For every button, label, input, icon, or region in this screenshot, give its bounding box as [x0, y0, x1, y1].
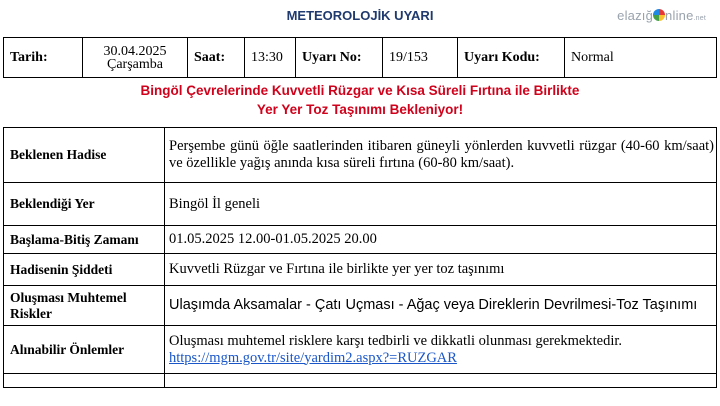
warning-code-value: Normal [565, 38, 717, 78]
expected-event-label: Beklenen Hadise [4, 128, 165, 183]
page-title: METEOROLOJİK UYARI [286, 8, 434, 23]
mgm-help-link[interactable]: https://mgm.gov.tr/site/yardim2.aspx?=RUZGAR [169, 349, 457, 366]
time-range-value: 01.05.2025 12.00-01.05.2025 20.00 [165, 226, 717, 254]
table-row [4, 226, 717, 254]
warning-details-table [3, 127, 717, 388]
precautions-label: Alınabilir Önlemler [4, 326, 165, 374]
precautions-value: Oluşması muhtemel risklere karşı tedbirli ve dikkatli olunması gerekmektedir. [169, 332, 623, 349]
warning-no-label: Uyarı No: [296, 38, 383, 78]
table-row [4, 326, 717, 374]
empty-cell [165, 374, 717, 388]
date-cell [83, 38, 188, 78]
date-value: 30.04.2025 [103, 43, 167, 59]
warning-info-table [3, 37, 717, 78]
warning-code-label: Uyarı Kodu: [458, 38, 565, 78]
date-label: Tarih: [4, 38, 83, 78]
time-range-label: Başlama-Bitiş Zamanı [4, 226, 165, 254]
alert-headline [0, 81, 720, 119]
expected-place-value: Bingöl İl geneli [165, 183, 717, 226]
severity-label: Hadisenin Şiddeti [4, 254, 165, 286]
alert-line-2: Yer Yer Toz Taşınımı Bekleniyor! [256, 102, 464, 117]
site-logo[interactable] [617, 8, 706, 23]
logo-text: elazığ [617, 8, 654, 23]
expected-place-label: Beklendiği Yer [4, 183, 165, 226]
alert-line-1: Bingöl Çevrelerinde Kuvvetli Rüzgar ve Kısa Süreli Fırtına ile Birlikte [140, 83, 580, 98]
table-row [4, 286, 717, 326]
table-row [4, 128, 717, 183]
warning-no-value: 19/153 [383, 38, 458, 78]
day-value: Çarşamba [107, 56, 163, 72]
risks-label: Oluşması Muhtemel Riskler [4, 286, 165, 326]
logo-suffix: nline [665, 8, 694, 23]
empty-cell [4, 374, 165, 388]
risks-value: Ulaşımda Aksamalar - Çatı Uçması - Ağaç veya Direklerin Devrilmesi-Toz Taşınımı [165, 286, 717, 326]
precautions-cell [165, 326, 717, 374]
expected-event-value: Perşembe günü öğle saatlerinden itibaren güneyli yönlerden kuvvetli rüzgar (40-60 km/saat) ve özellikle yağış anında kısa süreli fırtına (60-80 km/saat). [165, 128, 717, 183]
time-label: Saat: [188, 38, 245, 78]
logo-tld: .net [693, 15, 706, 22]
table-row [4, 183, 717, 226]
table-row [4, 254, 717, 286]
logo-globe-icon [653, 9, 665, 21]
time-value: 13:30 [245, 38, 296, 78]
table-row [4, 374, 717, 388]
severity-value: Kuvvetli Rüzgar ve Fırtına ile birlikte yer yer toz taşınımı [165, 254, 717, 286]
